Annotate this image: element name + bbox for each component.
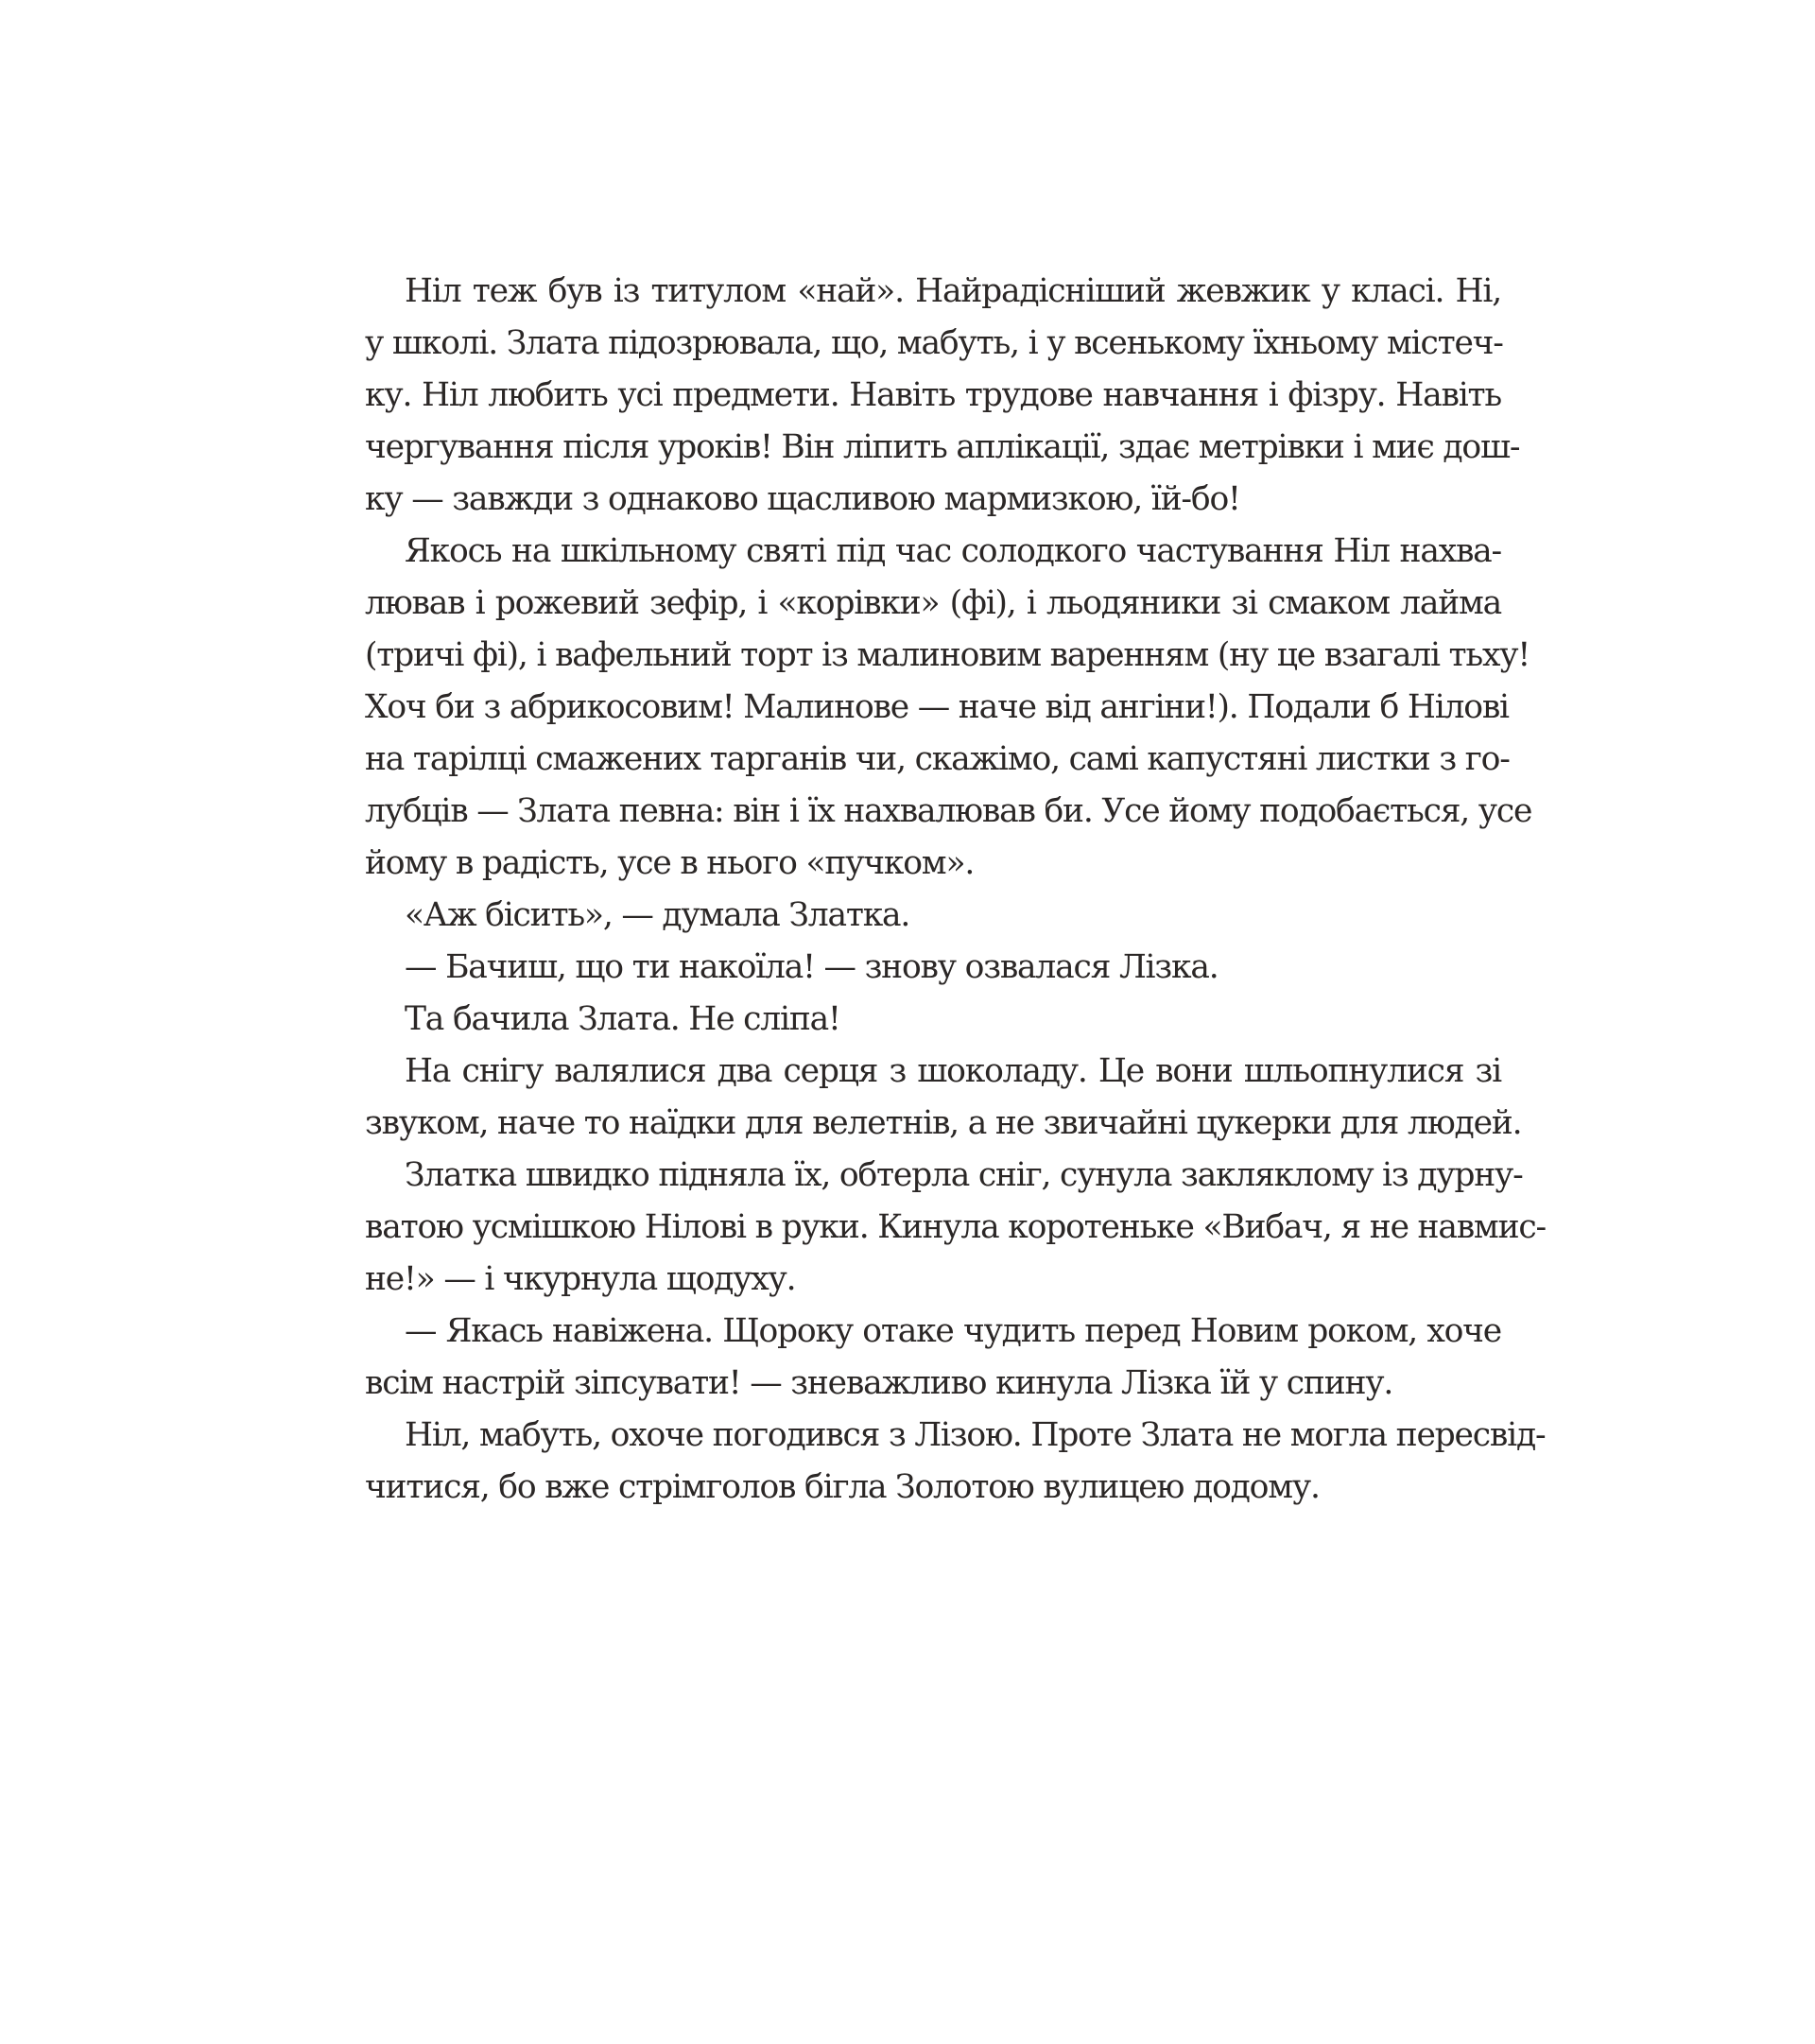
- text-line: читися, бо вже стрімголов бігла Золотою вулицею додому.: [365, 1468, 1320, 1506]
- text-line: йому в радість, усе в нього «пучком».: [365, 844, 975, 882]
- text-line: не!» — і чкурнула щодуху.: [365, 1260, 796, 1298]
- text-line: Та бачила Злата. Не сліпа!: [405, 1000, 840, 1038]
- text-line: Ніл, мабуть, охоче погодився з Лізою. Проте Злата не могла пересвід-: [405, 1416, 1546, 1454]
- text-line: всім настрій зіпсувати! — зневажливо кинула Лізка їй у спину.: [365, 1364, 1393, 1402]
- text-line: Хоч би з абрикосовим! Малинове — наче від ангіни!). Подали б Нілові: [365, 688, 1509, 726]
- text-line: «Аж бісить», — думала Златка.: [405, 896, 910, 934]
- text-line: лював і рожевий зефір, і «корівки» (фі), і льодяники зі смаком лайма: [365, 584, 1501, 622]
- text-line: лубців — Злата певна: він і їх нахвалював би. Усе йому подобається, усе: [365, 792, 1532, 830]
- text-line: — Бачиш, що ти накоїла! — знову озвалася Лізка.: [405, 948, 1219, 986]
- text-line: Ніл теж був із титулом «най». Найрадісніший жевжик у класі. Ні,: [405, 272, 1501, 310]
- text-line: у школі. Злата підозрювала, що, мабуть, і у всенькому їхньому містеч-: [365, 324, 1503, 362]
- text-line: ватою усмішкою Нілові в руки. Кинула коротеньке «Вибач, я не навмис-: [365, 1208, 1546, 1246]
- text-line: чергування після уроків! Він ліпить аплікації, здає метрівки і миє дош-: [365, 428, 1520, 466]
- text-line: звуком, наче то наїдки для велетнів, а не звичайні цукерки для людей.: [365, 1104, 1522, 1142]
- body-text: [365, 266, 1546, 1514]
- text-line: Якось на шкільному святі під час солодкого частування Ніл нахва-: [405, 532, 1501, 570]
- text-line: (тричі фі), і вафельний торт із малиновим варенням (ну це взагалі тьху!: [365, 636, 1530, 674]
- text-line: — Якась навіжена. Щороку отаке чудить перед Новим роком, хоче: [405, 1312, 1501, 1350]
- text-line: ку — завжди з однаково щасливою мармизкою, їй-бо!: [365, 480, 1240, 518]
- text-line: на тарілці смажених тарганів чи, скажімо, самі капустяні листки з го-: [365, 740, 1510, 778]
- text-line: ку. Ніл любить усі предмети. Навіть трудове навчання і фізру. Навіть: [365, 376, 1501, 414]
- text-line: На снігу валялися два серця з шоколаду. Це вони шльопнулися зі: [405, 1052, 1501, 1090]
- text-line: Златка швидко підняла їх, обтерла сніг, сунула заклякломy із дурну-: [405, 1156, 1523, 1194]
